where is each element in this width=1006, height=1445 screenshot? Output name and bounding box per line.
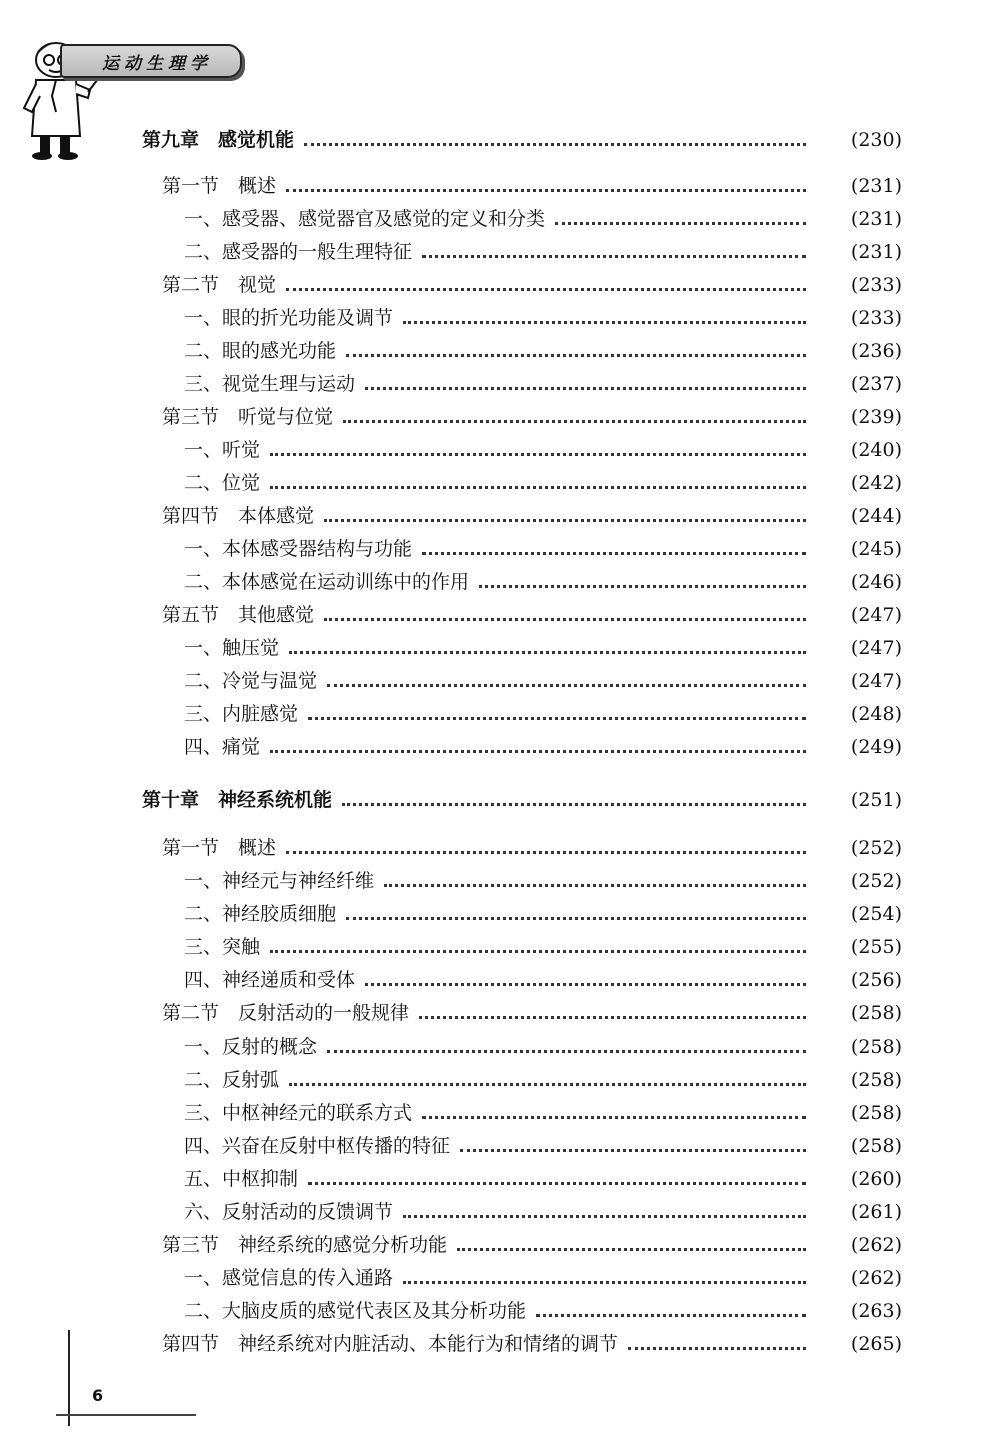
toc-entry-item[interactable]	[184, 1260, 816, 1290]
toc-page-number: (258)	[850, 1102, 902, 1124]
toc-page-number: (247)	[850, 604, 902, 626]
dot-leader	[419, 1016, 806, 1019]
dot-leader	[422, 255, 806, 258]
dot-leader	[324, 618, 806, 621]
toc-entry-title: 一、感觉信息的传入通路	[184, 1267, 394, 1289]
toc-entry-title: 二、反射弧	[184, 1069, 280, 1091]
dot-leader	[270, 950, 806, 953]
toc-page-number: (230)	[850, 129, 902, 151]
toc-page-number: (252)	[850, 837, 902, 859]
toc-entry-item[interactable]	[184, 929, 816, 959]
dot-leader	[365, 387, 806, 390]
toc-entry-chapter[interactable]	[142, 122, 816, 152]
toc-page-number: (246)	[850, 571, 902, 593]
toc-page-number: (247)	[850, 670, 902, 692]
dot-leader	[403, 1215, 806, 1218]
toc-page-number: (247)	[850, 637, 902, 659]
toc-entry-item[interactable]	[184, 663, 816, 693]
toc-page-number: (262)	[850, 1267, 902, 1289]
book-title: 运动生理学	[102, 54, 212, 74]
dot-leader	[346, 354, 806, 357]
dot-leader	[324, 519, 806, 522]
dot-leader	[536, 1314, 806, 1317]
toc-entry-item[interactable]	[184, 564, 816, 594]
dot-leader	[270, 453, 806, 456]
toc-entry-item[interactable]	[184, 366, 816, 396]
toc-page-number: (240)	[850, 439, 902, 461]
toc-page-number: (242)	[850, 472, 902, 494]
toc-page-number: (258)	[850, 1135, 902, 1157]
toc-entry-title: 二、眼的感光功能	[184, 340, 337, 362]
toc-entry-section[interactable]	[162, 597, 816, 627]
toc-entry-title: 二、位觉	[184, 472, 261, 494]
toc-entry-item[interactable]	[184, 300, 816, 330]
dot-leader	[403, 1281, 806, 1284]
toc-page-number: (260)	[850, 1168, 902, 1190]
toc-entry-item[interactable]	[184, 465, 816, 495]
toc-page-number: (261)	[850, 1201, 902, 1223]
dot-leader	[384, 884, 806, 887]
toc-entry-item[interactable]	[184, 531, 816, 561]
toc-entry-title: 一、本体感受器结构与功能	[184, 538, 413, 560]
dot-leader	[304, 143, 806, 146]
toc-entry-title: 第二节 视觉	[162, 274, 277, 296]
toc-entry-title: 六、反射活动的反馈调节	[184, 1201, 394, 1223]
dot-leader	[422, 552, 806, 555]
toc-entry-item[interactable]	[184, 1128, 816, 1158]
toc-entry-title: 一、听觉	[184, 439, 261, 461]
toc-entry-item[interactable]	[184, 333, 816, 363]
toc-page-number: (239)	[850, 406, 902, 428]
toc-page-number: (258)	[850, 1069, 902, 1091]
dot-leader	[460, 1149, 806, 1152]
dot-leader	[286, 288, 806, 291]
toc-entry-item[interactable]	[184, 896, 816, 926]
toc-page-number: (233)	[850, 307, 902, 329]
toc-page-number: (255)	[850, 936, 902, 958]
toc-entry-item[interactable]	[184, 1062, 816, 1092]
dot-leader	[365, 983, 806, 986]
toc-entry-title: 二、本体感觉在运动训练中的作用	[184, 571, 470, 593]
toc-page-number: (265)	[850, 1333, 902, 1355]
toc-page-number: (237)	[850, 373, 902, 395]
toc-page-number: (231)	[850, 175, 902, 197]
toc-entry-title: 第一节 概述	[162, 837, 277, 859]
toc-entry-item[interactable]	[184, 729, 816, 759]
dot-leader	[479, 585, 806, 588]
toc-page-number: (231)	[850, 241, 902, 263]
toc-entry-section[interactable]	[162, 399, 816, 429]
toc-entry-title: 一、感受器、感觉器官及感觉的定义和分类	[184, 208, 546, 230]
toc-entry-title: 三、内脏感觉	[184, 703, 299, 725]
dot-leader	[422, 1116, 806, 1119]
toc-entry-title: 一、反射的概念	[184, 1036, 318, 1058]
dot-leader	[457, 1248, 806, 1251]
toc-entry-title: 四、痛觉	[184, 736, 261, 758]
toc-entry-title: 五、中枢抑制	[184, 1168, 299, 1190]
toc-entry-item[interactable]	[184, 1161, 816, 1191]
toc-page-number: (236)	[850, 340, 902, 362]
dot-leader	[289, 651, 806, 654]
toc-entry-section[interactable]	[162, 995, 816, 1025]
toc-page-number: (251)	[850, 789, 902, 811]
toc-entry-title: 二、冷觉与温觉	[184, 670, 318, 692]
toc-entry-title: 第四节 本体感觉	[162, 505, 315, 527]
toc-entry-section[interactable]	[162, 830, 816, 860]
toc-entry-item[interactable]	[184, 1029, 816, 1059]
toc-entry-title: 一、触压觉	[184, 637, 280, 659]
dot-leader	[308, 717, 806, 720]
toc-entry-title: 二、大脑皮质的感觉代表区及其分析功能	[184, 1300, 527, 1322]
toc-page-number: (258)	[850, 1036, 902, 1058]
toc-entry-title: 第一节 概述	[162, 175, 277, 197]
dot-leader	[343, 420, 806, 423]
toc-entry-item[interactable]	[184, 863, 816, 893]
toc-entry-title: 二、神经胶质细胞	[184, 903, 337, 925]
toc-page-number: (245)	[850, 538, 902, 560]
toc-page-number: (244)	[850, 505, 902, 527]
toc-page-number: (233)	[850, 274, 902, 296]
margin-rule	[68, 1330, 70, 1426]
dot-leader	[327, 1050, 806, 1053]
toc-page-number: (256)	[850, 969, 902, 991]
toc-page-number: (262)	[850, 1234, 902, 1256]
toc-page-number: (231)	[850, 208, 902, 230]
toc-entry-item[interactable]	[184, 1095, 816, 1125]
toc-entry-title: 三、中枢神经元的联系方式	[184, 1102, 413, 1124]
toc-page-number: (254)	[850, 903, 902, 925]
dot-leader	[286, 189, 806, 192]
toc-entry-item[interactable]	[184, 962, 816, 992]
toc-entry-item[interactable]	[184, 696, 816, 726]
toc-page-number: (249)	[850, 736, 902, 758]
toc-page-number: (263)	[850, 1300, 902, 1322]
toc-entry-section[interactable]	[162, 498, 816, 528]
toc-entry-section[interactable]	[162, 168, 816, 198]
toc-entry-title: 第五节 其他感觉	[162, 604, 315, 626]
toc-entry-item[interactable]	[184, 630, 816, 660]
toc-entry-title: 第三节 听觉与位觉	[162, 406, 334, 428]
toc-entry-title: 三、视觉生理与运动	[184, 373, 356, 395]
toc-entry-item[interactable]	[184, 201, 816, 231]
page-number: 6	[92, 1386, 104, 1405]
dot-leader	[403, 321, 806, 324]
dot-leader	[346, 917, 806, 920]
toc-entry-section[interactable]	[162, 1227, 816, 1257]
toc-entry-title: 第三节 神经系统的感觉分析功能	[162, 1234, 448, 1256]
toc-entry-item[interactable]	[184, 432, 816, 462]
toc-page-number: (248)	[850, 703, 902, 725]
toc-entry-title: 二、感受器的一般生理特征	[184, 241, 413, 263]
toc-entry-title: 第四节 神经系统对内脏活动、本能行为和情绪的调节	[162, 1333, 619, 1355]
toc-entry-title: 四、兴奋在反射中枢传播的特征	[184, 1135, 451, 1157]
toc-entry-item[interactable]	[184, 234, 816, 264]
toc-entry-item[interactable]	[184, 1194, 816, 1224]
toc-entry-title: 一、眼的折光功能及调节	[184, 307, 394, 329]
toc-page-number: (252)	[850, 870, 902, 892]
toc-entry-title: 三、突触	[184, 936, 261, 958]
dot-leader	[308, 1182, 806, 1185]
toc-entry-title: 第九章 感觉机能	[142, 129, 295, 151]
toc-entry-title: 第十章 神经系统机能	[142, 789, 333, 811]
toc-entry-item[interactable]	[184, 1293, 816, 1323]
toc-entry-title: 第二节 反射活动的一般规律	[162, 1002, 410, 1024]
toc-entry-section[interactable]	[162, 267, 816, 297]
toc-entry-chapter[interactable]	[142, 782, 816, 812]
toc-entry-section[interactable]	[162, 1326, 816, 1356]
dot-leader	[270, 486, 806, 489]
dot-leader	[342, 803, 806, 806]
toc-entry-title: 一、神经元与神经纤维	[184, 870, 375, 892]
footer-rule	[56, 1414, 196, 1416]
dot-leader	[555, 222, 806, 225]
dot-leader	[289, 1083, 806, 1086]
toc-entry-title: 四、神经递质和受体	[184, 969, 356, 991]
dot-leader	[628, 1347, 806, 1350]
dot-leader	[286, 851, 806, 854]
dot-leader	[327, 684, 806, 687]
dot-leader	[270, 750, 806, 753]
toc-page-number: (258)	[850, 1002, 902, 1024]
